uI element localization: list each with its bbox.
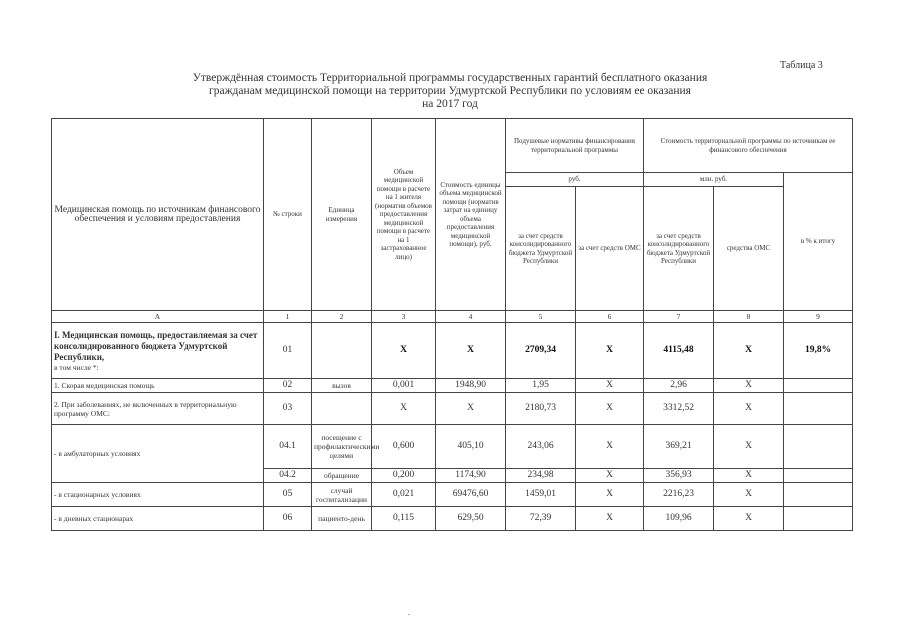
row-percent: [784, 393, 853, 425]
row-percent: [784, 483, 853, 507]
row-oms-mln: X: [714, 483, 784, 507]
row-name: - в стационарных условиях: [52, 483, 264, 507]
table-row: [52, 379, 853, 393]
title-line-3: на 2017 год: [422, 98, 478, 110]
row-unit-cost: 1174,90: [436, 469, 506, 483]
row-volume: 0,021: [372, 483, 436, 507]
colnum-4: 4: [436, 311, 506, 323]
row-budget-mln: 109,96: [644, 507, 714, 531]
row-percent: 19,8%: [784, 323, 853, 379]
row-oms-mln: X: [714, 507, 784, 531]
row-unit-cost: X: [436, 323, 506, 379]
colnum-a: А: [52, 311, 264, 323]
row-volume: 0,200: [372, 469, 436, 483]
row-budget-mln: 4115,48: [644, 323, 714, 379]
row-number: 03: [264, 393, 312, 425]
title-line-1: Утверждённая стоимость Территориальной программы государственных гарантий бесплатного оказания: [192, 72, 708, 84]
header-unit-rub: руб.: [506, 173, 644, 187]
row-percent: [784, 469, 853, 483]
row-oms-rub: X: [576, 425, 644, 469]
row-unit-cost: 629,50: [436, 507, 506, 531]
row-budget-rub: 1459,01: [506, 483, 576, 507]
row-budget-rub: 234,98: [506, 469, 576, 483]
row-oms-mln: X: [714, 393, 784, 425]
row-percent: [784, 425, 853, 469]
row-budget-rub: 1,95: [506, 379, 576, 393]
row-budget-mln: 2,96: [644, 379, 714, 393]
colnum-2: 2: [312, 311, 372, 323]
header-unit-mln-rub: млн. руб.: [644, 173, 784, 187]
row-volume: X: [372, 323, 436, 379]
row-number: 02: [264, 379, 312, 393]
header-normatives-group: Подушевые нормативы финансирования территориальной программы: [506, 119, 644, 173]
row-percent: [784, 379, 853, 393]
row-unit: [312, 323, 372, 379]
title-line-2: гражданам медицинской помощи на территории Удмуртской Республики по условиям ее оказания: [209, 85, 691, 97]
header-volume: Объем медицинской помощи в расчете на 1 жителя (норматив объемов предоставления медицинской помощи в расчете на 1 застрахованное лицо): [372, 119, 436, 311]
row-percent: [784, 507, 853, 531]
header-row-number: № строки: [264, 119, 312, 311]
row-unit-cost: X: [436, 393, 506, 425]
row-subtitle: в том числе *:: [54, 362, 99, 372]
header-percent: в % к итогу: [784, 173, 853, 311]
header-program-cost-group: Стоимость территориальной программы по источникам ее финансового обеспечения: [644, 119, 853, 173]
row-oms-rub: X: [576, 469, 644, 483]
row-volume: 0,001: [372, 379, 436, 393]
row-volume: 0,600: [372, 425, 436, 469]
row-oms-mln: X: [714, 379, 784, 393]
table-row: [52, 507, 853, 531]
row-name: 1. Скорая медицинская помощь: [52, 379, 264, 393]
row-budget-rub: 243,06: [506, 425, 576, 469]
table-row: [52, 323, 853, 379]
row-unit-cost: 1948,90: [436, 379, 506, 393]
table-row: [52, 483, 853, 507]
row-oms-mln: X: [714, 323, 784, 379]
header-budget-rub: за счет средств консолидированного бюджета Удмуртской Республики: [506, 187, 576, 311]
row-number: 04.2: [264, 469, 312, 483]
row-budget-rub: 2180,73: [506, 393, 576, 425]
row-budget-mln: 3312,52: [644, 393, 714, 425]
table-row: [52, 425, 853, 469]
row-oms-mln: X: [714, 469, 784, 483]
row-number: 06: [264, 507, 312, 531]
row-name: 2. При заболеваниях, не включенных в территориальную программу ОМС:: [52, 393, 264, 425]
row-name: - в дневных стационарах: [52, 507, 264, 531]
row-name: - в амбулаторных условиях: [52, 425, 264, 483]
header-oms-rub: за счет средств ОМС: [576, 187, 644, 311]
document-title: [150, 72, 750, 111]
row-oms-rub: X: [576, 393, 644, 425]
table-number: Таблица 3: [780, 60, 823, 71]
colnum-6: 6: [576, 311, 644, 323]
colnum-1: 1: [264, 311, 312, 323]
table-row: [52, 393, 853, 425]
row-name: [52, 323, 264, 379]
colnum-5: 5: [506, 311, 576, 323]
row-unit: обращение: [312, 469, 372, 483]
row-oms-rub: X: [576, 323, 644, 379]
header-oms-mln: средства ОМС: [714, 187, 784, 311]
row-number: 05: [264, 483, 312, 507]
row-unit: посещение с профилактическими целями: [312, 425, 372, 469]
row-unit: вызов: [312, 379, 372, 393]
row-unit: [312, 393, 372, 425]
row-budget-mln: 369,21: [644, 425, 714, 469]
header-medical-care: Медицинская помощь по источникам финансового обеспечения и условиям предоставления: [52, 119, 264, 311]
row-unit-cost: 69476,60: [436, 483, 506, 507]
header-unit: Единица измерения: [312, 119, 372, 311]
row-budget-rub: 2709,34: [506, 323, 576, 379]
row-unit: пациенто-день: [312, 507, 372, 531]
colnum-7: 7: [644, 311, 714, 323]
row-budget-mln: 2216,23: [644, 483, 714, 507]
row-oms-mln: X: [714, 425, 784, 469]
row-oms-rub: X: [576, 379, 644, 393]
row-unit-cost: 405,10: [436, 425, 506, 469]
header-budget-mln: за счет средств консолидированного бюджета Удмуртской Республики: [644, 187, 714, 311]
row-number: 01: [264, 323, 312, 379]
row-volume: X: [372, 393, 436, 425]
row-budget-rub: 72,39: [506, 507, 576, 531]
row-number: 04.1: [264, 425, 312, 469]
row-volume: 0,115: [372, 507, 436, 531]
colnum-3: 3: [372, 311, 436, 323]
cost-table: [51, 118, 853, 531]
row-oms-rub: X: [576, 507, 644, 531]
row-title: I. Медицинская помощь, предоставляемая за счет консолидированного бюджета Удмуртской Республики,: [54, 329, 258, 362]
column-number-row: [52, 311, 853, 323]
row-unit: случай госпитализации: [312, 483, 372, 507]
footer-mark: .: [408, 608, 410, 617]
colnum-8: 8: [714, 311, 784, 323]
colnum-9: 9: [784, 311, 853, 323]
row-budget-mln: 356,93: [644, 469, 714, 483]
row-oms-rub: X: [576, 483, 644, 507]
header-unit-cost: Стоимость единицы объема медицинской помощи (норматив затрат на единицу объема предоставления медицинской помощи), руб.: [436, 119, 506, 311]
